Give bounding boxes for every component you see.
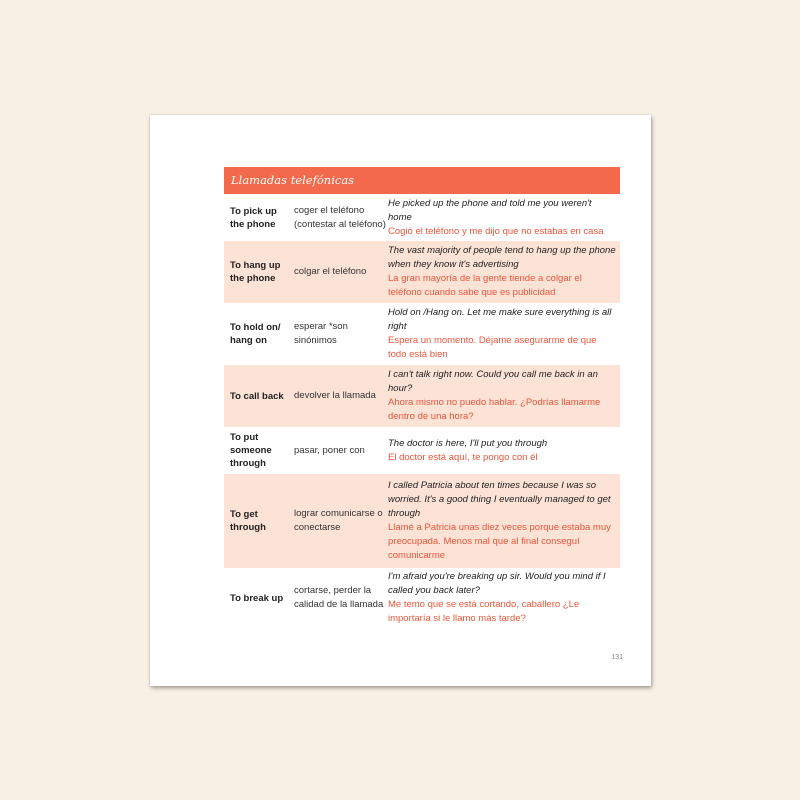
phrase-examples [388, 306, 620, 362]
example-spanish: Llamé a Patricia unas diez veces porque estaba muy preocupada. Menos mal que al final conseguí comunicarme [388, 522, 611, 561]
phrase-examples [388, 437, 620, 465]
phrase-term: To put someone through [230, 432, 272, 469]
phrase-term: To get through [230, 509, 266, 533]
table-title: Llamadas telefónicas [224, 167, 620, 194]
table-row [224, 427, 620, 474]
phrase-examples [388, 368, 620, 424]
example-spanish: Me temo que se está cortando, caballero ¿Le importaría si le llamo más tarde? [388, 599, 580, 624]
phrase-translation: coger el teléfono (contestar al teléfono) [294, 204, 386, 230]
example-english: I can't talk right now. Could you call me back in an hour? [388, 369, 598, 394]
example-english: He picked up the phone and told me you weren't home [388, 197, 592, 223]
book-page [150, 115, 651, 686]
phrase-term: To call back [230, 390, 284, 402]
table-row [224, 194, 620, 241]
phrase-translation: colgar el teléfono [294, 266, 367, 277]
phrase-examples [388, 570, 620, 626]
table-row [224, 241, 620, 303]
example-english: The doctor is here, I'll put you through [388, 437, 548, 449]
phrase-translation: lograr comunicarse o conectarse [294, 508, 383, 533]
phrase-examples [388, 197, 620, 239]
phrase-translation: cortarse, perder la calidad de la llamada [294, 585, 384, 610]
table-row [224, 365, 620, 427]
phrase-translation: esperar *son sinónimos [294, 321, 348, 346]
example-spanish: Cogió el teléfono y me dijo que no estabas en casa [388, 225, 604, 237]
example-spanish: El doctor está aquí, te pongo con él [388, 451, 538, 463]
phrase-examples [388, 479, 620, 563]
example-spanish: Espera un momento. Déjame asegurarme de que todo está bien [388, 335, 597, 360]
phrase-term: To hang up the phone [230, 260, 281, 284]
phrase-translation: devolver la llamada [294, 390, 376, 401]
phrase-examples [388, 244, 620, 300]
example-spanish: Ahora mismo no puedo hablar. ¿Podrías llamarme dentro de una hora? [388, 397, 601, 422]
example-english: I called Patricia about ten times because I was so worried. It's a good thing I eventually managed to get through [388, 480, 611, 519]
example-english: I'm afraid you're breaking up sir. Would you mind if I called you back later? [388, 571, 606, 596]
phrase-term: To hold on/ hang on [230, 322, 281, 346]
table-row [224, 474, 620, 568]
table-row [224, 303, 620, 365]
phrase-translation: pasar, poner con [294, 444, 365, 456]
phrase-term: To pick up the phone [230, 205, 277, 230]
table-row [224, 568, 620, 628]
example-english: The vast majority of people tend to hang up the phone when they know it's advertising [388, 245, 616, 270]
example-spanish: La gran mayoría de la gente tiende a colgar el teléfono cuando sabe que es publicidad [388, 273, 582, 298]
page-number: 131 [611, 654, 623, 661]
vocabulary-table [224, 167, 620, 628]
phrase-term: To break up [230, 592, 284, 604]
example-english: Hold on /Hang on. Let me make sure everything is all right [388, 307, 612, 332]
